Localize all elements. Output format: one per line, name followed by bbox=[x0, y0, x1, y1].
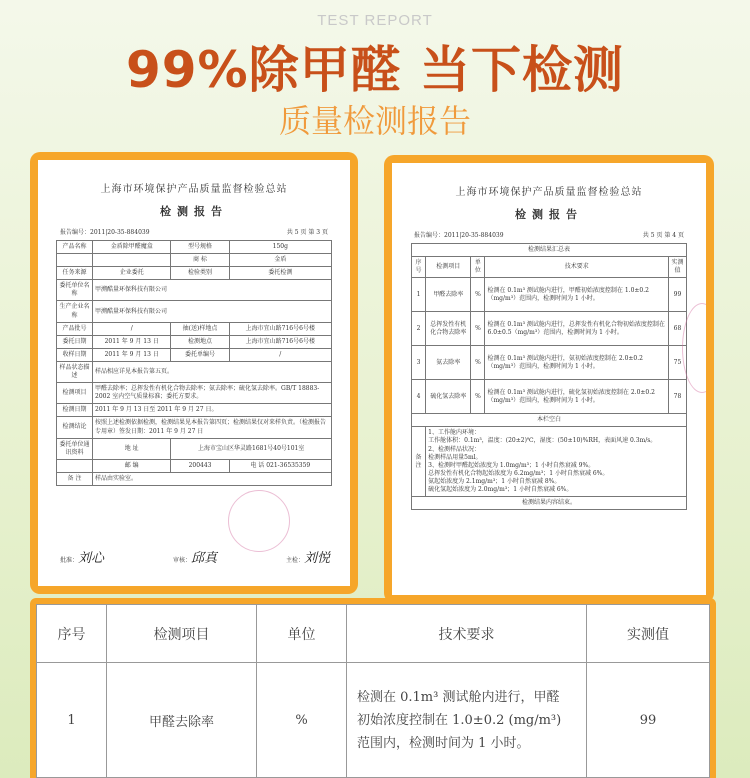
table-row bbox=[57, 404, 332, 417]
note-line: 硫化氢起始浓度为 2.0mg/m³；1 小时自然衰减 6%。 bbox=[428, 486, 573, 494]
table-cell: 商 标 bbox=[171, 254, 229, 267]
table-row bbox=[57, 438, 332, 459]
col-item: 检测项目 bbox=[107, 605, 257, 663]
signer-approve: 批准：刘心 bbox=[60, 551, 105, 566]
table-cell: 78 bbox=[668, 380, 686, 414]
table-cell: % bbox=[471, 278, 485, 312]
signer-review: 审核：邱真 bbox=[172, 551, 218, 566]
table-row bbox=[412, 497, 687, 510]
note-line: 2、检测样品状况： bbox=[428, 445, 480, 453]
enlarged-result-panel bbox=[30, 598, 716, 778]
req-line: 检测在 0.1m³ 测试舱内进行，甲醛 bbox=[357, 689, 560, 705]
table-cell: 样品相应详见本报告第五页。 bbox=[93, 361, 332, 382]
table-cell: % bbox=[471, 312, 485, 346]
report-title: 检测报告 bbox=[515, 208, 583, 221]
report-page: 共 5 页 第 4 页 bbox=[642, 232, 684, 239]
report-meta bbox=[392, 230, 706, 239]
table-cell: 检测在 0.1m³ 测试舱内进行，硫化氢初始浓度控制在 2.0±0.2（mg/m³）范围内，检测时间为 1 小时。 bbox=[485, 380, 668, 414]
table-cell: 2 bbox=[412, 312, 426, 346]
report-paper bbox=[38, 160, 350, 586]
cell-no: 1 bbox=[37, 663, 107, 778]
table-cell: 甲醛去除率；总挥发性有机化合物去除率；氨去除率；硫化氢去除率。GB/T 18883-2002 室内空气质量标准；委托方要求。 bbox=[93, 383, 332, 404]
note-line: 总挥发性有机化合物起始浓度为 6.2mg/m³；1 小时自然衰减 6%。 bbox=[428, 469, 609, 477]
note-line: 检测样品用量5ml。 bbox=[428, 453, 482, 461]
table-cell: 任务来源 bbox=[57, 267, 93, 280]
table-cell: 200443 bbox=[171, 459, 229, 472]
table-cell: 邮 编 bbox=[93, 459, 171, 472]
table-row bbox=[57, 417, 332, 438]
table-row bbox=[57, 361, 332, 382]
cell-requirement bbox=[347, 663, 587, 778]
table-cell: 样品由实验室。 bbox=[93, 472, 332, 485]
table-cell: 收样日期 bbox=[57, 348, 93, 361]
table-cell bbox=[57, 254, 93, 267]
notes-label: 备注 bbox=[412, 427, 426, 497]
page-title: 99%除甲醛 当下检测 bbox=[125, 41, 625, 99]
table-cell: 上海市宜山路716号6号楼 bbox=[229, 322, 331, 335]
table-cell: 备 注 bbox=[57, 472, 93, 485]
header-cell: 技术要求 bbox=[485, 257, 668, 278]
table-row bbox=[412, 346, 687, 380]
table-row bbox=[412, 278, 687, 312]
table-cell: 按照上述检测依据检测，检测结果见本报告第四页；检测结果仅对来样负责。（检测报告专用章）签发日期：2011 年 9 月 27 日 bbox=[93, 417, 332, 438]
footer-note: 检测结果内容结束。 bbox=[412, 497, 687, 510]
header-cell: 实测值 bbox=[668, 257, 686, 278]
report-number: 报告编号：2011|20-35-884039 bbox=[414, 232, 504, 239]
table-cell: 样品状态描述 bbox=[57, 361, 93, 382]
table-cell: 检测地点 bbox=[171, 335, 229, 348]
cell-value: 99 bbox=[587, 663, 710, 778]
col-no: 序号 bbox=[37, 605, 107, 663]
report-number: 报告编号：2011|20-35-884039 bbox=[60, 229, 150, 236]
table-row bbox=[57, 335, 332, 348]
table-cell: % bbox=[471, 346, 485, 380]
table-row bbox=[57, 241, 332, 254]
report-info-table bbox=[56, 240, 332, 486]
results-summary-table bbox=[411, 243, 687, 510]
table-cell: 委托日期 bbox=[57, 335, 93, 348]
table-cell: 2011 年 9 月 13 日 bbox=[93, 348, 171, 361]
table-cell: 金盾除甲醛魔盒 bbox=[93, 241, 171, 254]
table-row bbox=[37, 663, 710, 778]
table-cell: 2011 年 9 月 13 日 bbox=[93, 335, 171, 348]
table-row bbox=[57, 383, 332, 404]
table-cell: 地 址 bbox=[93, 438, 171, 459]
table-cell: 委托检测 bbox=[229, 267, 331, 280]
table-cell: 2011 年 9 月 13 日至 2011 年 9 月 27 日。 bbox=[93, 404, 332, 417]
table-row bbox=[412, 414, 687, 427]
table-cell: 检测结论 bbox=[57, 417, 93, 438]
note-line: 工作舱体积：0.1m³，温度：(20±2)℃，湿度：(50±10)%RH，表面风速 0.3m/s。 bbox=[428, 437, 657, 445]
table-row bbox=[57, 322, 332, 335]
table-cell: 生产企业名称 bbox=[57, 301, 93, 322]
table-header-row bbox=[37, 605, 710, 663]
table-row bbox=[412, 427, 687, 497]
report-org: 上海市环境保护产品质量监督检验总站 bbox=[100, 184, 288, 195]
table-cell: 产品名称 bbox=[57, 241, 93, 254]
req-line: 初始浓度控制在 1.0±0.2 (mg/m³) bbox=[357, 712, 562, 728]
table-cell: 硫化氢去除率 bbox=[426, 380, 471, 414]
table-row bbox=[57, 301, 332, 322]
page-subtitle: 质量检测报告 bbox=[278, 102, 471, 140]
signer-main: 主检：刘悦 bbox=[285, 551, 330, 566]
col-requirement: 技术要求 bbox=[347, 605, 587, 663]
table-cell: 1 bbox=[412, 278, 426, 312]
table-row bbox=[57, 267, 332, 280]
note-line: 1、工作舱内环境： bbox=[428, 429, 480, 437]
table-row bbox=[412, 380, 687, 414]
table-cell: / bbox=[93, 322, 171, 335]
table-cell: 甲溯酷量环保科技有限公司 bbox=[93, 280, 332, 301]
table-cell: 甲溯酷量环保科技有限公司 bbox=[93, 301, 332, 322]
col-value: 实测值 bbox=[587, 605, 710, 663]
table-cell: 氨去除率 bbox=[426, 346, 471, 380]
table-row bbox=[57, 459, 332, 472]
summary-caption: 检测结果汇总表 bbox=[412, 244, 687, 257]
table-row bbox=[57, 348, 332, 361]
report-meta bbox=[38, 227, 350, 236]
table-cell: 3 bbox=[412, 346, 426, 380]
table-cell: 电 话 021-36535359 bbox=[229, 459, 331, 472]
report-paper bbox=[392, 163, 706, 595]
table-cell: 甲醛去除率 bbox=[426, 278, 471, 312]
header-cell: 序号 bbox=[412, 257, 426, 278]
report-page: 共 5 页 第 3 页 bbox=[286, 229, 328, 236]
table-cell bbox=[57, 459, 93, 472]
signature-row bbox=[60, 547, 330, 566]
table-row bbox=[412, 244, 687, 257]
table-cell: 150g bbox=[229, 241, 331, 254]
table-cell: 检测日期 bbox=[57, 404, 93, 417]
kicker: TEST REPORT bbox=[317, 12, 433, 29]
table-cell: 委托单位名称 bbox=[57, 280, 93, 301]
header-cell: 检测项目 bbox=[426, 257, 471, 278]
table-row bbox=[57, 254, 332, 267]
table-cell bbox=[93, 254, 171, 267]
report-card-page3 bbox=[30, 152, 358, 594]
header-cell: 单位 bbox=[471, 257, 485, 278]
table-cell: 委托单位通讯资料 bbox=[57, 438, 93, 459]
table-row bbox=[57, 280, 332, 301]
table-cell: 检测在 0.1m³ 测试舱内进行，总挥发性有机化合物初始浓度控制在 6.0±0.5（mg/m³）范围内，检测时间为 1 小时。 bbox=[485, 312, 668, 346]
table-cell: 抽(送)样地点 bbox=[171, 322, 229, 335]
table-cell: 检验类别 bbox=[171, 267, 229, 280]
table-cell: 金盾 bbox=[229, 254, 331, 267]
table-cell: % bbox=[471, 380, 485, 414]
seal-stamp bbox=[228, 490, 290, 552]
cell-unit: % bbox=[257, 663, 347, 778]
table-cell: 75 bbox=[668, 346, 686, 380]
table-cell: 68 bbox=[668, 312, 686, 346]
table-cell: 上海市宜山路716号6号楼 bbox=[229, 335, 331, 348]
table-cell: / bbox=[229, 348, 331, 361]
table-row bbox=[57, 472, 332, 485]
table-cell: 4 bbox=[412, 380, 426, 414]
report-org: 上海市环境保护产品质量监督检验总站 bbox=[455, 187, 643, 198]
notes-cell bbox=[426, 427, 687, 497]
table-header-row bbox=[412, 257, 687, 278]
table-cell: 检测在 0.1m³ 测试舱内进行，氨初始浓度控制在 2.0±0.2（mg/m³）范围内，检测时间为 1 小时。 bbox=[485, 346, 668, 380]
col-unit: 单位 bbox=[257, 605, 347, 663]
table-cell: 企业委托 bbox=[93, 267, 171, 280]
report-card-page4 bbox=[384, 155, 714, 603]
table-cell: 检测项目 bbox=[57, 383, 93, 404]
table-cell: 99 bbox=[668, 278, 686, 312]
table-cell: 产品批号 bbox=[57, 322, 93, 335]
blank-note: 本栏空白 bbox=[412, 414, 687, 427]
cell-item: 甲醛去除率 bbox=[107, 663, 257, 778]
table-cell: 总挥发性有机化合物去除率 bbox=[426, 312, 471, 346]
table-cell: 检测在 0.1m³ 测试舱内进行，甲醛初始浓度控制在 1.0±0.2（mg/m³）范围内，检测时间为 1 小时。 bbox=[485, 278, 668, 312]
table-cell: 型号规格 bbox=[171, 241, 229, 254]
note-line: 3、检测时甲醛起始浓度为 1.0mg/m³；1 小时自然衰减 9%。 bbox=[428, 461, 595, 469]
table-cell: 上海市宝山区华灵路1681号40号101室 bbox=[171, 438, 332, 459]
note-line: 氨起始浓度为 2.1mg/m³；1 小时自然衰减 8%。 bbox=[428, 477, 561, 485]
req-line: 范围内，检测时间为 1 小时。 bbox=[357, 735, 530, 751]
table-cell: 委托单编号 bbox=[171, 348, 229, 361]
table-row bbox=[412, 312, 687, 346]
report-title: 检测报告 bbox=[160, 205, 228, 218]
enlarged-result-table bbox=[36, 604, 710, 778]
